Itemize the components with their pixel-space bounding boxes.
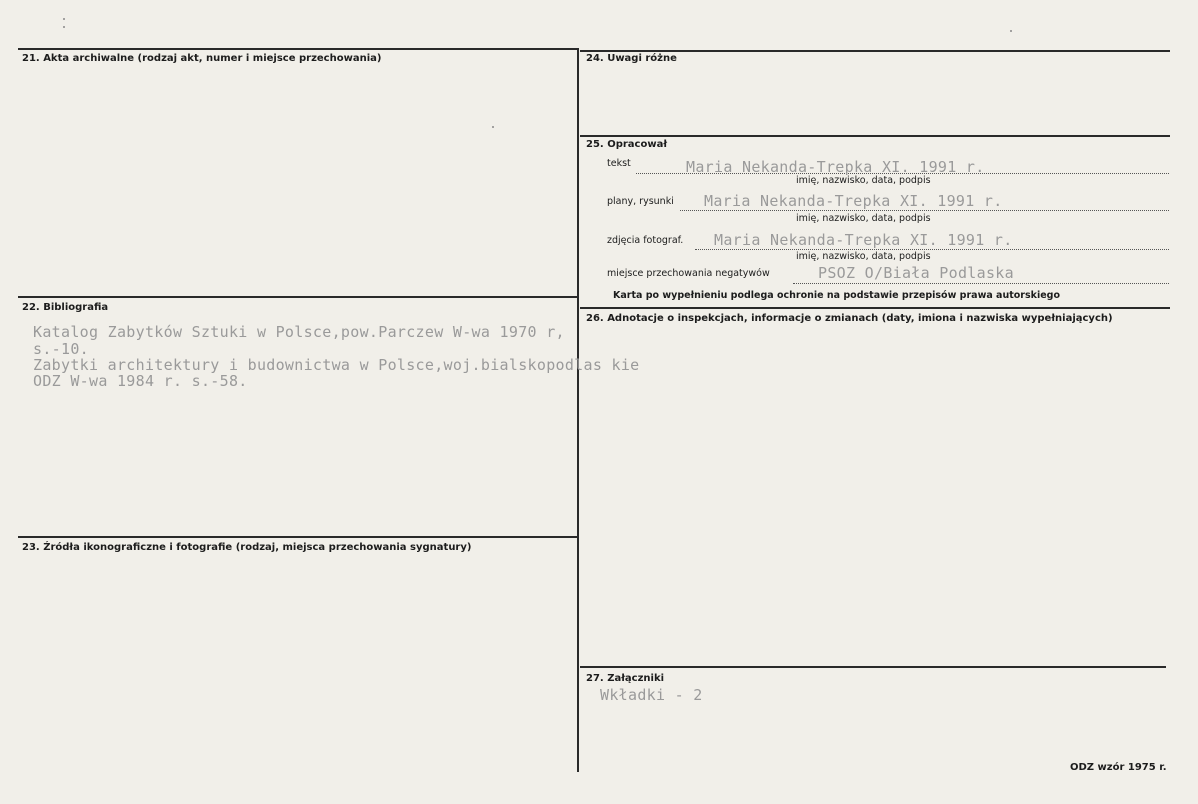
plany-value: Maria Nekanda-Trepka XI. 1991 r.: [704, 192, 1003, 210]
zdjecia-label: zdjęcia fotograf.: [607, 235, 684, 246]
section-21-label: 21. Akta archiwalne (rodzaj akt, numer i miejsce przechowania): [22, 53, 382, 64]
bibliography-line-1: Katalog Zabytków Sztuki w Polsce,pow.Parczew W-wa 1970 r,: [33, 323, 565, 341]
plany-dotted-line: [680, 210, 1169, 211]
paper-speck: [63, 26, 65, 28]
top-rule-left: [18, 48, 578, 50]
section-25-label: 25. Opracował: [586, 139, 668, 150]
tekst-label: tekst: [607, 158, 631, 169]
section-25-rule: [580, 135, 1170, 137]
negatywy-dotted-line: [793, 283, 1169, 284]
zdjecia-dotted-line: [695, 249, 1169, 250]
section-27-value: Wkładki - 2: [600, 686, 703, 704]
section-23-label: 23. Źródła ikonograficzne i fotografie (rodzaj, miejsca przechowania sygnatury): [22, 542, 472, 553]
zdjecia-value: Maria Nekanda-Trepka XI. 1991 r.: [714, 231, 1013, 249]
section-24-label: 24. Uwagi różne: [586, 53, 677, 64]
section-26-label: 26. Adnotacje o inspekcjach, informacje o zmianach (daty, imiona i nazwiska wypełniających): [586, 313, 1113, 324]
section-27-label: 27. Załączniki: [586, 673, 665, 684]
bibliography-line-2: s.-10.: [33, 340, 89, 358]
tekst-caption: imię, nazwisko, data, podpis: [796, 175, 931, 186]
section-27-rule: [580, 666, 1166, 668]
copyright-note: Karta po wypełnieniu podlega ochronie na podstawie przepisów prawa autorskiego: [613, 290, 1060, 301]
section-26-rule: [580, 307, 1170, 309]
plany-label: plany, rysunki: [607, 196, 674, 207]
paper-speck: [63, 18, 65, 20]
bibliography-line-3: Zabytki architektury i budownictwa w Polsce,woj.bialskopodlas kie: [33, 356, 640, 374]
section-22-label: 22. Bibliografia: [22, 302, 109, 313]
tekst-value: Maria Nekanda-Trepka XI. 1991 r.: [686, 158, 985, 176]
top-rule-right: [580, 50, 1170, 52]
negatywy-value: PSOZ O/Biała Podlaska: [818, 264, 1014, 282]
center-divider: [577, 48, 579, 772]
section-23-rule: [18, 536, 578, 538]
paper-speck: [492, 126, 494, 128]
bibliography-line-4: ODZ W-wa 1984 r. s.-58.: [33, 372, 248, 390]
plany-caption: imię, nazwisko, data, podpis: [796, 213, 931, 224]
negatywy-label: miejsce przechowania negatywów: [607, 268, 770, 279]
section-22-rule: [18, 296, 578, 298]
form-version: ODZ wzór 1975 r.: [1070, 762, 1167, 773]
zdjecia-caption: imię, nazwisko, data, podpis: [796, 251, 931, 262]
paper-speck: [1010, 30, 1012, 32]
